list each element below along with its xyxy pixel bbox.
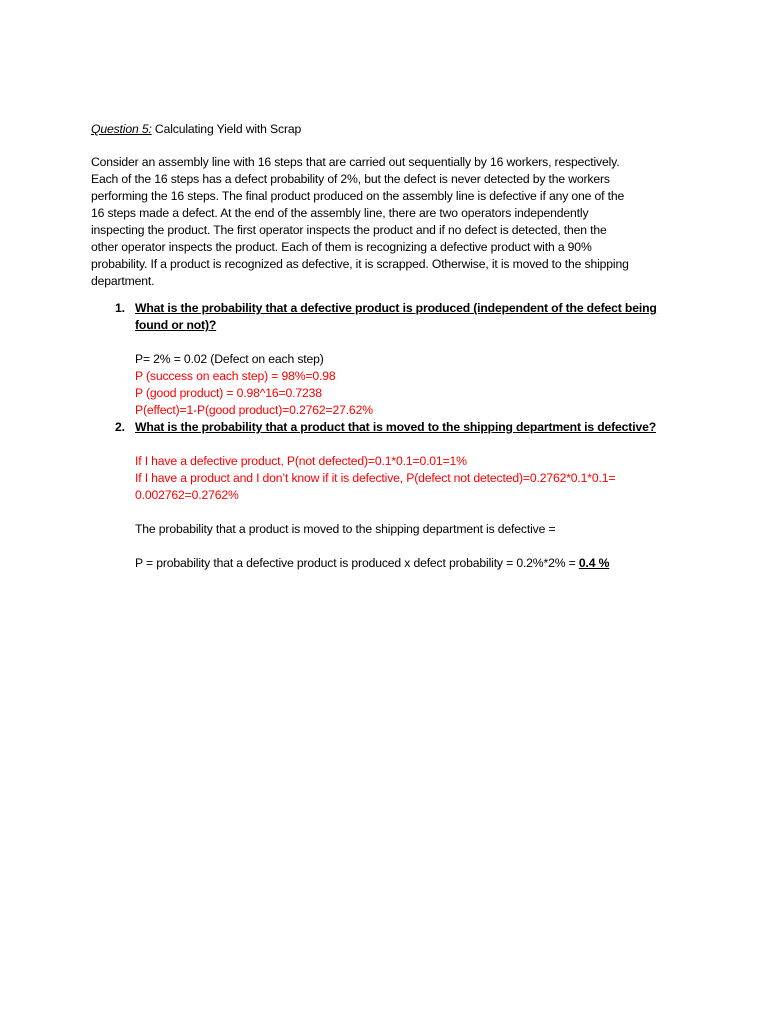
problem-statement — [91, 154, 691, 290]
question-1-line-1: What is the probability that a defective product is produced (independent of the defect being — [135, 301, 657, 315]
question-label: Question 5: — [91, 122, 152, 136]
question-number-2: 2. — [115, 420, 125, 434]
intro-line-5: inspecting the product. The first operator inspects the product and if no defect is detected, then the — [91, 223, 607, 237]
question-item-1 — [91, 300, 691, 419]
question-list — [91, 300, 691, 572]
question-number-1: 1. — [115, 301, 125, 315]
intro-line-3: performing the 16 steps. The final product produced on the assembly line is defective if any one of the — [91, 189, 625, 203]
answer-2-line-4: The probability that a product is moved to the shipping department is defective = — [135, 522, 556, 536]
spacer — [135, 538, 691, 555]
intro-line-6: other operator inspects the product. Each of them is recognizing a defective product with a 90% — [91, 240, 592, 254]
document-content — [91, 121, 691, 572]
intro-line-2: Each of the 16 steps has a defect probability of 2%, but the defect is never detected by the workers — [91, 172, 610, 186]
intro-line-1: Consider an assembly line with 16 steps that are carried out sequentially by 16 workers, respectively. — [91, 155, 620, 169]
answer-2-line-3: 0.002762=0.2762% — [135, 488, 239, 502]
question-heading — [91, 121, 691, 138]
answer-1-line-4: P(effect)=1-P(good product)=0.2762=27.62% — [135, 403, 373, 417]
answer-2 — [135, 453, 691, 572]
spacer — [135, 436, 691, 453]
answer-1 — [135, 351, 691, 419]
question-item-2 — [91, 419, 691, 572]
intro-line-4: 16 steps made a defect. At the end of the assembly line, there are two operators independently — [91, 206, 589, 220]
intro-line-8: department. — [91, 274, 155, 288]
question-title: Calculating Yield with Scrap — [151, 122, 302, 136]
answer-1-line-2: P (success on each step) = 98%=0.98 — [135, 369, 336, 383]
answer-2-line-1: If I have a defective product, P(not defected)=0.1*0.1=0.01=1% — [135, 454, 467, 468]
answer-1-line-3: P (good product) = 0.98^16=0.7238 — [135, 386, 322, 400]
final-answer-value: 0.4 % — [578, 556, 610, 570]
intro-line-7: probability. If a product is recognized as defective, it is scrapped. Otherwise, it is moved to the shipping — [91, 257, 629, 271]
answer-2-formula: P = probability that a defective product is produced x defect probability = 0.2%*2% = — [135, 556, 579, 570]
spacer — [135, 334, 691, 351]
answer-1-line-1: P= 2% = 0.02 (Defect on each step) — [135, 352, 324, 366]
answer-2-line-2: If I have a product and I don’t know if it is defective, P(defect not detected)=0.2762*0.1*0.1= — [135, 471, 616, 485]
spacer — [135, 504, 691, 521]
question-2-line-1: What is the probability that a product that is moved to the shipping department is defective? — [135, 420, 656, 434]
question-text-1 — [135, 300, 691, 334]
answer-2-line-5 — [135, 555, 691, 572]
question-text-2 — [135, 419, 691, 436]
question-1-line-2: found or not)? — [135, 318, 217, 332]
